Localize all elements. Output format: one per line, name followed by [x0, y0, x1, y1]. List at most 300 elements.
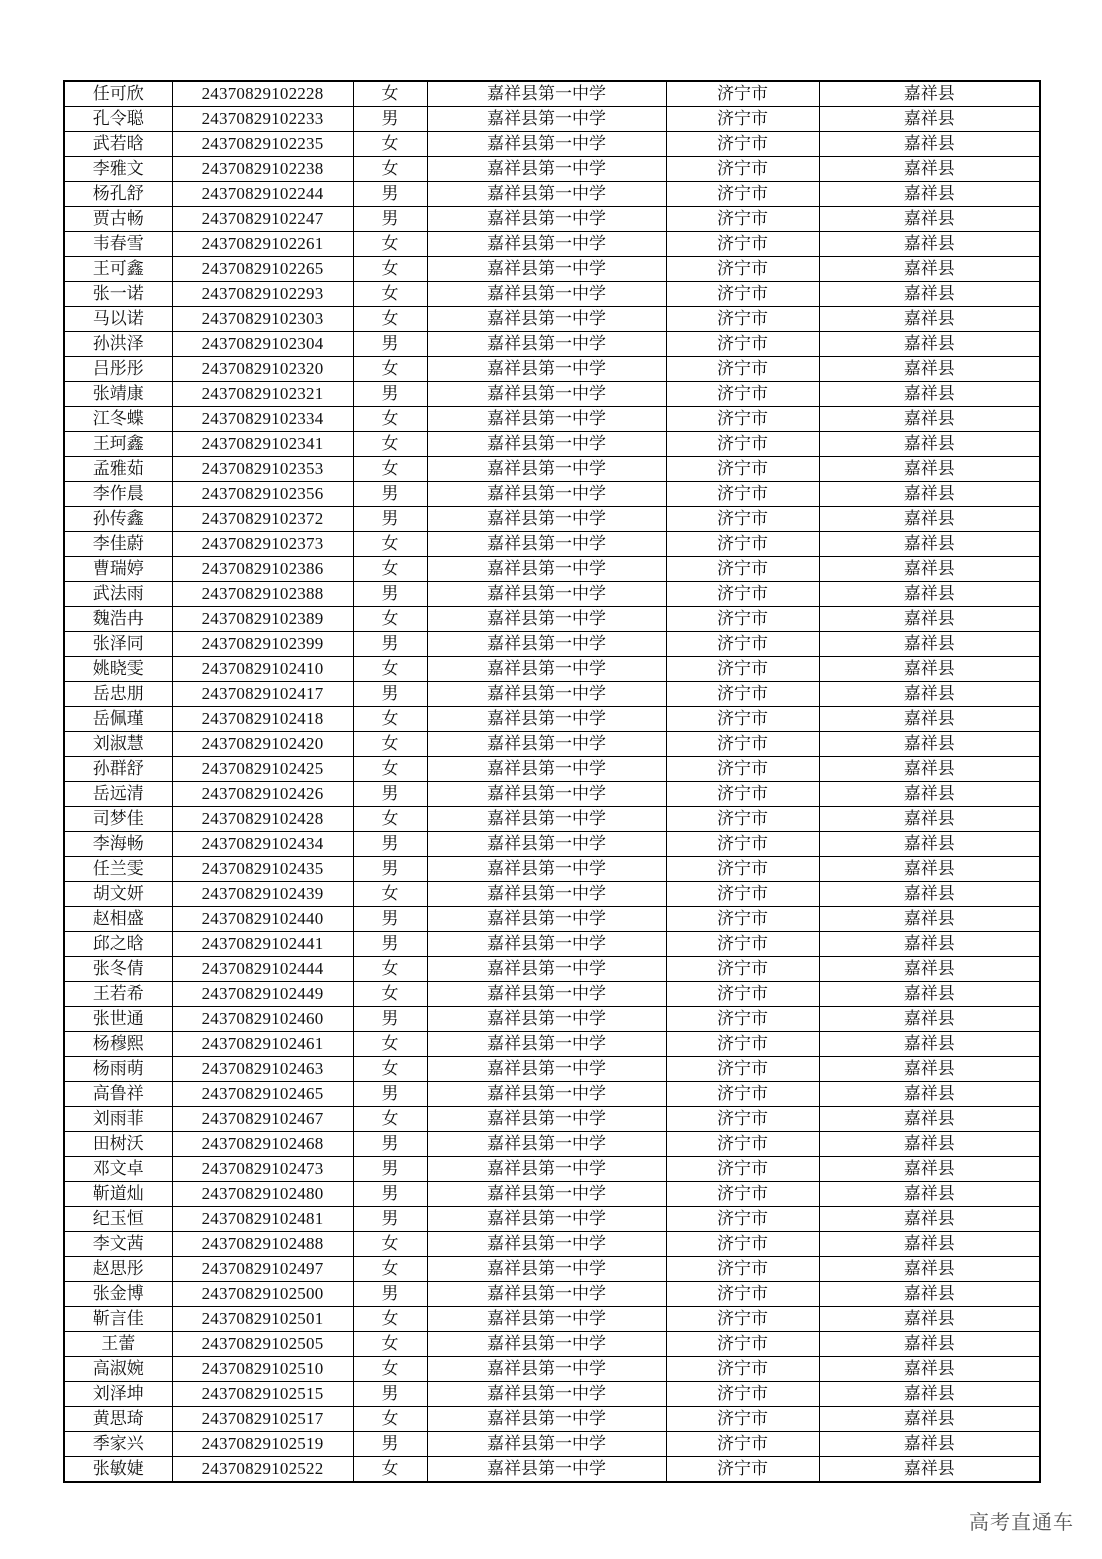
city-cell: 济宁市 — [666, 1382, 819, 1407]
city-cell: 济宁市 — [666, 457, 819, 482]
student-name-cell: 吕彤彤 — [64, 357, 172, 382]
student-name-cell: 赵相盛 — [64, 907, 172, 932]
county-cell: 嘉祥县 — [819, 657, 1040, 682]
school-cell: 嘉祥县第一中学 — [427, 782, 666, 807]
table-row — [64, 932, 1040, 957]
gender-cell: 女 — [353, 982, 427, 1007]
table-row — [64, 357, 1040, 382]
gender-cell: 女 — [353, 657, 427, 682]
city-cell: 济宁市 — [666, 1407, 819, 1432]
city-cell: 济宁市 — [666, 157, 819, 182]
city-cell: 济宁市 — [666, 657, 819, 682]
school-cell: 嘉祥县第一中学 — [427, 1007, 666, 1032]
school-cell: 嘉祥县第一中学 — [427, 1432, 666, 1457]
student-name-cell: 黄思琦 — [64, 1407, 172, 1432]
table-row — [64, 257, 1040, 282]
table-row — [64, 207, 1040, 232]
city-cell: 济宁市 — [666, 182, 819, 207]
exam-number-cell: 24370829102463 — [172, 1057, 353, 1082]
table-row — [64, 532, 1040, 557]
gender-cell: 女 — [353, 807, 427, 832]
exam-number-cell: 24370829102372 — [172, 507, 353, 532]
exam-number-cell: 24370829102428 — [172, 807, 353, 832]
county-cell: 嘉祥县 — [819, 232, 1040, 257]
table-row — [64, 957, 1040, 982]
school-cell: 嘉祥县第一中学 — [427, 607, 666, 632]
table-row — [64, 582, 1040, 607]
gender-cell: 女 — [353, 432, 427, 457]
city-cell: 济宁市 — [666, 1057, 819, 1082]
exam-number-cell: 24370829102449 — [172, 982, 353, 1007]
city-cell: 济宁市 — [666, 1357, 819, 1382]
city-cell: 济宁市 — [666, 832, 819, 857]
gender-cell: 男 — [353, 1207, 427, 1232]
county-cell: 嘉祥县 — [819, 407, 1040, 432]
exam-number-cell: 24370829102522 — [172, 1457, 353, 1483]
county-cell: 嘉祥县 — [819, 257, 1040, 282]
student-name-cell: 张金博 — [64, 1282, 172, 1307]
table-row — [64, 1432, 1040, 1457]
school-cell: 嘉祥县第一中学 — [427, 1457, 666, 1483]
table-row — [64, 1207, 1040, 1232]
county-cell: 嘉祥县 — [819, 81, 1040, 107]
school-cell: 嘉祥县第一中学 — [427, 1357, 666, 1382]
table-row — [64, 1232, 1040, 1257]
city-cell: 济宁市 — [666, 982, 819, 1007]
gender-cell: 女 — [353, 1307, 427, 1332]
city-cell: 济宁市 — [666, 757, 819, 782]
table-row — [64, 1182, 1040, 1207]
city-cell: 济宁市 — [666, 81, 819, 107]
exam-number-cell: 24370829102460 — [172, 1007, 353, 1032]
city-cell: 济宁市 — [666, 1432, 819, 1457]
school-cell: 嘉祥县第一中学 — [427, 1132, 666, 1157]
table-row — [64, 1382, 1040, 1407]
school-cell: 嘉祥县第一中学 — [427, 857, 666, 882]
exam-number-cell: 24370829102500 — [172, 1282, 353, 1307]
county-cell: 嘉祥县 — [819, 882, 1040, 907]
table-row — [64, 332, 1040, 357]
student-name-cell: 任可欣 — [64, 81, 172, 107]
gender-cell: 女 — [353, 81, 427, 107]
school-cell: 嘉祥县第一中学 — [427, 107, 666, 132]
table-row — [64, 432, 1040, 457]
student-name-cell: 姚晓雯 — [64, 657, 172, 682]
city-cell: 济宁市 — [666, 1082, 819, 1107]
city-cell: 济宁市 — [666, 507, 819, 532]
student-name-cell: 李作晨 — [64, 482, 172, 507]
student-roster-table — [63, 80, 1041, 1483]
student-name-cell: 马以诺 — [64, 307, 172, 332]
student-name-cell: 靳言佳 — [64, 1307, 172, 1332]
county-cell: 嘉祥县 — [819, 207, 1040, 232]
student-name-cell: 张敏婕 — [64, 1457, 172, 1483]
county-cell: 嘉祥县 — [819, 782, 1040, 807]
school-cell: 嘉祥县第一中学 — [427, 457, 666, 482]
student-name-cell: 邱之晗 — [64, 932, 172, 957]
gender-cell: 男 — [353, 482, 427, 507]
school-cell: 嘉祥县第一中学 — [427, 282, 666, 307]
county-cell: 嘉祥县 — [819, 307, 1040, 332]
county-cell: 嘉祥县 — [819, 807, 1040, 832]
exam-number-cell: 24370829102420 — [172, 732, 353, 757]
school-cell: 嘉祥县第一中学 — [427, 1057, 666, 1082]
exam-number-cell: 24370829102465 — [172, 1082, 353, 1107]
gender-cell: 女 — [353, 557, 427, 582]
exam-number-cell: 24370829102244 — [172, 182, 353, 207]
school-cell: 嘉祥县第一中学 — [427, 582, 666, 607]
school-cell: 嘉祥县第一中学 — [427, 132, 666, 157]
school-cell: 嘉祥县第一中学 — [427, 1157, 666, 1182]
city-cell: 济宁市 — [666, 857, 819, 882]
table-row — [64, 1032, 1040, 1057]
student-name-cell: 杨雨萌 — [64, 1057, 172, 1082]
city-cell: 济宁市 — [666, 407, 819, 432]
city-cell: 济宁市 — [666, 1107, 819, 1132]
school-cell: 嘉祥县第一中学 — [427, 1282, 666, 1307]
gender-cell: 女 — [353, 1332, 427, 1357]
table-row — [64, 1082, 1040, 1107]
exam-number-cell: 24370829102228 — [172, 81, 353, 107]
gender-cell: 男 — [353, 582, 427, 607]
exam-number-cell: 24370829102341 — [172, 432, 353, 457]
student-name-cell: 靳道灿 — [64, 1182, 172, 1207]
exam-number-cell: 24370829102480 — [172, 1182, 353, 1207]
school-cell: 嘉祥县第一中学 — [427, 407, 666, 432]
gender-cell: 女 — [353, 707, 427, 732]
city-cell: 济宁市 — [666, 1132, 819, 1157]
county-cell: 嘉祥县 — [819, 457, 1040, 482]
school-cell: 嘉祥县第一中学 — [427, 1307, 666, 1332]
city-cell: 济宁市 — [666, 882, 819, 907]
exam-number-cell: 24370829102439 — [172, 882, 353, 907]
city-cell: 济宁市 — [666, 432, 819, 457]
table-row — [64, 182, 1040, 207]
table-row — [64, 132, 1040, 157]
student-name-cell: 孟雅茹 — [64, 457, 172, 482]
exam-number-cell: 24370829102515 — [172, 1382, 353, 1407]
student-name-cell: 张泽同 — [64, 632, 172, 657]
school-cell: 嘉祥县第一中学 — [427, 432, 666, 457]
school-cell: 嘉祥县第一中学 — [427, 682, 666, 707]
school-cell: 嘉祥县第一中学 — [427, 982, 666, 1007]
county-cell: 嘉祥县 — [819, 707, 1040, 732]
county-cell: 嘉祥县 — [819, 1382, 1040, 1407]
school-cell: 嘉祥县第一中学 — [427, 157, 666, 182]
exam-number-cell: 24370829102425 — [172, 757, 353, 782]
table-row — [64, 232, 1040, 257]
city-cell: 济宁市 — [666, 932, 819, 957]
table-row — [64, 407, 1040, 432]
exam-number-cell: 24370829102473 — [172, 1157, 353, 1182]
gender-cell: 女 — [353, 1257, 427, 1282]
city-cell: 济宁市 — [666, 582, 819, 607]
school-cell: 嘉祥县第一中学 — [427, 332, 666, 357]
exam-number-cell: 24370829102321 — [172, 382, 353, 407]
student-name-cell: 岳忠朋 — [64, 682, 172, 707]
city-cell: 济宁市 — [666, 1007, 819, 1032]
student-name-cell: 王若希 — [64, 982, 172, 1007]
exam-number-cell: 24370829102435 — [172, 857, 353, 882]
gender-cell: 女 — [353, 532, 427, 557]
gender-cell: 男 — [353, 1382, 427, 1407]
table-row — [64, 157, 1040, 182]
county-cell: 嘉祥县 — [819, 1432, 1040, 1457]
county-cell: 嘉祥县 — [819, 332, 1040, 357]
table-row — [64, 557, 1040, 582]
table-row — [64, 1332, 1040, 1357]
school-cell: 嘉祥县第一中学 — [427, 1257, 666, 1282]
table-row — [64, 457, 1040, 482]
exam-number-cell: 24370829102334 — [172, 407, 353, 432]
school-cell: 嘉祥县第一中学 — [427, 1407, 666, 1432]
table-row — [64, 107, 1040, 132]
county-cell: 嘉祥县 — [819, 757, 1040, 782]
county-cell: 嘉祥县 — [819, 632, 1040, 657]
county-cell: 嘉祥县 — [819, 832, 1040, 857]
exam-number-cell: 24370829102410 — [172, 657, 353, 682]
table-row — [64, 1407, 1040, 1432]
student-name-cell: 孙洪泽 — [64, 332, 172, 357]
student-name-cell: 任兰雯 — [64, 857, 172, 882]
exam-number-cell: 24370829102247 — [172, 207, 353, 232]
school-cell: 嘉祥县第一中学 — [427, 357, 666, 382]
gender-cell: 女 — [353, 457, 427, 482]
county-cell: 嘉祥县 — [819, 1257, 1040, 1282]
exam-number-cell: 24370829102441 — [172, 932, 353, 957]
school-cell: 嘉祥县第一中学 — [427, 707, 666, 732]
school-cell: 嘉祥县第一中学 — [427, 757, 666, 782]
school-cell: 嘉祥县第一中学 — [427, 1232, 666, 1257]
exam-number-cell: 24370829102468 — [172, 1132, 353, 1157]
gender-cell: 男 — [353, 507, 427, 532]
student-name-cell: 王蕾 — [64, 1332, 172, 1357]
exam-number-cell: 24370829102356 — [172, 482, 353, 507]
student-name-cell: 胡文妍 — [64, 882, 172, 907]
table-row — [64, 1107, 1040, 1132]
student-name-cell: 刘泽坤 — [64, 1382, 172, 1407]
gender-cell: 女 — [353, 882, 427, 907]
gender-cell: 男 — [353, 1282, 427, 1307]
county-cell: 嘉祥县 — [819, 1057, 1040, 1082]
school-cell: 嘉祥县第一中学 — [427, 732, 666, 757]
city-cell: 济宁市 — [666, 257, 819, 282]
student-name-cell: 孔令聪 — [64, 107, 172, 132]
student-name-cell: 王珂鑫 — [64, 432, 172, 457]
student-name-cell: 孙传鑫 — [64, 507, 172, 532]
exam-number-cell: 24370829102517 — [172, 1407, 353, 1432]
exam-number-cell: 24370829102293 — [172, 282, 353, 307]
school-cell: 嘉祥县第一中学 — [427, 1182, 666, 1207]
city-cell: 济宁市 — [666, 532, 819, 557]
gender-cell: 男 — [353, 832, 427, 857]
gender-cell: 男 — [353, 1157, 427, 1182]
student-name-cell: 刘雨菲 — [64, 1107, 172, 1132]
county-cell: 嘉祥县 — [819, 1282, 1040, 1307]
gender-cell: 女 — [353, 357, 427, 382]
student-name-cell: 张世通 — [64, 1007, 172, 1032]
county-cell: 嘉祥县 — [819, 1207, 1040, 1232]
county-cell: 嘉祥县 — [819, 582, 1040, 607]
student-name-cell: 高鲁祥 — [64, 1082, 172, 1107]
school-cell: 嘉祥县第一中学 — [427, 632, 666, 657]
student-name-cell: 岳远清 — [64, 782, 172, 807]
gender-cell: 女 — [353, 957, 427, 982]
county-cell: 嘉祥县 — [819, 1007, 1040, 1032]
table-row — [64, 307, 1040, 332]
student-name-cell: 江冬蝶 — [64, 407, 172, 432]
student-name-cell: 王可鑫 — [64, 257, 172, 282]
school-cell: 嘉祥县第一中学 — [427, 382, 666, 407]
exam-number-cell: 24370829102417 — [172, 682, 353, 707]
county-cell: 嘉祥县 — [819, 1132, 1040, 1157]
gender-cell: 女 — [353, 232, 427, 257]
exam-number-cell: 24370829102461 — [172, 1032, 353, 1057]
table-row — [64, 907, 1040, 932]
exam-number-cell: 24370829102303 — [172, 307, 353, 332]
exam-number-cell: 24370829102386 — [172, 557, 353, 582]
student-name-cell: 张靖康 — [64, 382, 172, 407]
city-cell: 济宁市 — [666, 282, 819, 307]
table-row — [64, 982, 1040, 1007]
county-cell: 嘉祥县 — [819, 557, 1040, 582]
exam-number-cell: 24370829102434 — [172, 832, 353, 857]
gender-cell: 男 — [353, 1132, 427, 1157]
student-name-cell: 李文茜 — [64, 1232, 172, 1257]
student-name-cell: 岳佩瑾 — [64, 707, 172, 732]
county-cell: 嘉祥县 — [819, 282, 1040, 307]
table-row — [64, 482, 1040, 507]
table-row — [64, 1457, 1040, 1483]
exam-number-cell: 24370829102467 — [172, 1107, 353, 1132]
county-cell: 嘉祥县 — [819, 932, 1040, 957]
exam-number-cell: 24370829102261 — [172, 232, 353, 257]
student-name-cell: 纪玉恒 — [64, 1207, 172, 1232]
table-row — [64, 782, 1040, 807]
exam-number-cell: 24370829102265 — [172, 257, 353, 282]
county-cell: 嘉祥县 — [819, 507, 1040, 532]
exam-number-cell: 24370829102235 — [172, 132, 353, 157]
exam-number-cell: 24370829102497 — [172, 1257, 353, 1282]
exam-number-cell: 24370829102510 — [172, 1357, 353, 1382]
city-cell: 济宁市 — [666, 632, 819, 657]
county-cell: 嘉祥县 — [819, 157, 1040, 182]
gender-cell: 女 — [353, 157, 427, 182]
county-cell: 嘉祥县 — [819, 1082, 1040, 1107]
exam-number-cell: 24370829102488 — [172, 1232, 353, 1257]
school-cell: 嘉祥县第一中学 — [427, 232, 666, 257]
county-cell: 嘉祥县 — [819, 107, 1040, 132]
exam-number-cell: 24370829102481 — [172, 1207, 353, 1232]
county-cell: 嘉祥县 — [819, 1107, 1040, 1132]
city-cell: 济宁市 — [666, 1307, 819, 1332]
student-name-cell: 李海畅 — [64, 832, 172, 857]
school-cell: 嘉祥县第一中学 — [427, 207, 666, 232]
table-row — [64, 282, 1040, 307]
gender-cell: 男 — [353, 107, 427, 132]
student-name-cell: 韦春雪 — [64, 232, 172, 257]
gender-cell: 女 — [353, 1032, 427, 1057]
student-name-cell: 刘淑慧 — [64, 732, 172, 757]
gender-cell: 男 — [353, 632, 427, 657]
table-row — [64, 1357, 1040, 1382]
gender-cell: 女 — [353, 407, 427, 432]
school-cell: 嘉祥县第一中学 — [427, 557, 666, 582]
gender-cell: 女 — [353, 732, 427, 757]
school-cell: 嘉祥县第一中学 — [427, 957, 666, 982]
gender-cell: 女 — [353, 282, 427, 307]
gender-cell: 女 — [353, 1357, 427, 1382]
city-cell: 济宁市 — [666, 1232, 819, 1257]
student-name-cell: 司梦佳 — [64, 807, 172, 832]
table-row — [64, 1007, 1040, 1032]
county-cell: 嘉祥县 — [819, 1307, 1040, 1332]
gender-cell: 男 — [353, 1432, 427, 1457]
gender-cell: 男 — [353, 907, 427, 932]
table-row — [64, 857, 1040, 882]
city-cell: 济宁市 — [666, 307, 819, 332]
county-cell: 嘉祥县 — [819, 182, 1040, 207]
gender-cell: 女 — [353, 1407, 427, 1432]
city-cell: 济宁市 — [666, 382, 819, 407]
exam-number-cell: 24370829102233 — [172, 107, 353, 132]
student-name-cell: 季家兴 — [64, 1432, 172, 1457]
gender-cell: 女 — [353, 257, 427, 282]
gender-cell: 女 — [353, 607, 427, 632]
table-row — [64, 882, 1040, 907]
county-cell: 嘉祥县 — [819, 382, 1040, 407]
gender-cell: 男 — [353, 182, 427, 207]
exam-number-cell: 24370829102519 — [172, 1432, 353, 1457]
city-cell: 济宁市 — [666, 782, 819, 807]
student-name-cell: 张一诺 — [64, 282, 172, 307]
table-row — [64, 507, 1040, 532]
city-cell: 济宁市 — [666, 107, 819, 132]
table-row — [64, 1132, 1040, 1157]
roster-body — [64, 81, 1040, 1482]
city-cell: 济宁市 — [666, 132, 819, 157]
table-row — [64, 382, 1040, 407]
city-cell: 济宁市 — [666, 1207, 819, 1232]
school-cell: 嘉祥县第一中学 — [427, 1107, 666, 1132]
gender-cell: 女 — [353, 1107, 427, 1132]
county-cell: 嘉祥县 — [819, 607, 1040, 632]
exam-number-cell: 24370829102501 — [172, 1307, 353, 1332]
county-cell: 嘉祥县 — [819, 1407, 1040, 1432]
exam-number-cell: 24370829102505 — [172, 1332, 353, 1357]
county-cell: 嘉祥县 — [819, 1182, 1040, 1207]
city-cell: 济宁市 — [666, 607, 819, 632]
county-cell: 嘉祥县 — [819, 907, 1040, 932]
school-cell: 嘉祥县第一中学 — [427, 1082, 666, 1107]
gender-cell: 男 — [353, 682, 427, 707]
student-name-cell: 高淑婉 — [64, 1357, 172, 1382]
county-cell: 嘉祥县 — [819, 732, 1040, 757]
county-cell: 嘉祥县 — [819, 957, 1040, 982]
county-cell: 嘉祥县 — [819, 532, 1040, 557]
gender-cell: 男 — [353, 382, 427, 407]
county-cell: 嘉祥县 — [819, 1032, 1040, 1057]
table-row — [64, 757, 1040, 782]
table-row — [64, 1307, 1040, 1332]
gender-cell: 男 — [353, 1182, 427, 1207]
city-cell: 济宁市 — [666, 682, 819, 707]
exam-number-cell: 24370829102399 — [172, 632, 353, 657]
student-name-cell: 田树沃 — [64, 1132, 172, 1157]
city-cell: 济宁市 — [666, 357, 819, 382]
city-cell: 济宁市 — [666, 207, 819, 232]
table-row — [64, 657, 1040, 682]
